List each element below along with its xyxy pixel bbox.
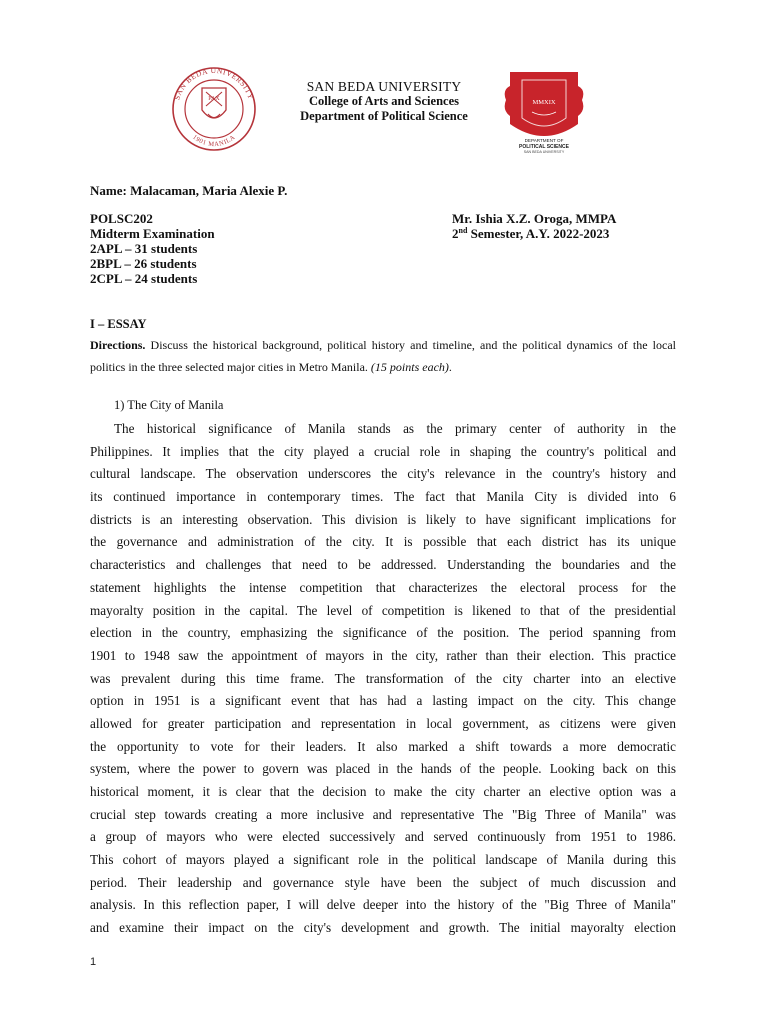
essay-line: election in the country, emphasizing the significance of the position. The period spanning from bbox=[90, 625, 676, 641]
svg-text:SAN BEDA UNIVERSITY: SAN BEDA UNIVERSITY bbox=[523, 150, 565, 154]
directions-points: (15 points each) bbox=[367, 360, 449, 374]
directions-text: Discuss the historical background, political history and timeline, and the political dynamics of the local politics in the three selected major cities in Metro Manila bbox=[90, 338, 676, 374]
essay-line: mayoralty position in the capital. The level of competition is likened to that of the presidential bbox=[90, 602, 676, 618]
course-info bbox=[90, 211, 215, 286]
svg-text:MMXIX: MMXIX bbox=[532, 99, 556, 106]
essay-line: period. Their leadership and governance style have been the subject of much discussion and bbox=[90, 874, 676, 890]
directions-label: Directions. bbox=[90, 338, 146, 352]
essay-item-title: 1) The City of Manila bbox=[114, 398, 224, 412]
political-science-shield-icon bbox=[486, 66, 604, 164]
essay-line: statement highlights the intense competition that characterizes the electoral process for the bbox=[90, 579, 676, 595]
essay-line: crucial step towards creating a more inclusive and representative The "Big Three of Manila" was bbox=[90, 806, 676, 822]
san-beda-seal-logo bbox=[156, 66, 272, 152]
college-name: College of Arts and Sciences bbox=[309, 94, 459, 108]
university-name: SAN BEDA UNIVERSITY bbox=[306, 79, 462, 94]
directions-end: . bbox=[448, 360, 452, 374]
department-name: Department of Political Science bbox=[300, 109, 468, 123]
essay-line: the opportunity to vote for their leaders. It also marked a shift towards a more democratic bbox=[90, 738, 676, 754]
essay-line: cultural landscape. The observation underscores the city's relevance in the country's history and bbox=[90, 466, 676, 482]
svg-text:PAX: PAX bbox=[208, 96, 220, 102]
essay-line: the governance and administration of the city. It is possible that each district has its unique bbox=[90, 534, 676, 550]
essay-line: historical moment, it is clear that the decision to make the city charter an elective option was a bbox=[90, 784, 676, 799]
essay-line: The historical significance of Manila stands as the primary center of authority in the bbox=[114, 421, 676, 436]
essay-line: option in 1951 is a significant event that has had a lasting impact on the city. This change bbox=[90, 693, 676, 709]
university-header bbox=[270, 79, 498, 124]
section-count: 2BPL – 26 students bbox=[90, 256, 197, 271]
svg-text:DEPARTMENT OF: DEPARTMENT OF bbox=[524, 138, 564, 143]
svg-text:SAN BEDA UNIVERSITY: SAN BEDA UNIVERSITY bbox=[172, 66, 256, 101]
section-title: I – ESSAY bbox=[90, 317, 147, 331]
student-name: Name: Malacaman, Maria Alexie P. bbox=[90, 183, 288, 198]
essay-line: 1901 to 1948 saw the appointment of mayors in the city, rather than their election. This practice bbox=[90, 647, 676, 663]
exam-type: Midterm Examination bbox=[90, 226, 215, 241]
essay-line: and examine their impact on the city's development and growth. The initial mayoralty election bbox=[90, 920, 676, 936]
directions-period: . bbox=[364, 360, 368, 374]
svg-text:1901 MANILA: 1901 MANILA bbox=[191, 133, 237, 149]
essay-line: districts is an interesting observation. This division is likely to have significant implications for bbox=[90, 511, 676, 527]
essay-body bbox=[90, 418, 676, 940]
essay-line: allowed for greater participation and representation in local government, as citizens were given bbox=[90, 715, 676, 731]
page-number: 1 bbox=[90, 956, 97, 968]
essay-line: system, where the power to govern was placed in the hands of the people. Looking back on this bbox=[90, 761, 676, 777]
essay-line: analysis. In this reflection paper, I will delve deeper into the history of the "Big Three of Manila" bbox=[90, 897, 676, 913]
semester-ordinal: nd bbox=[458, 226, 468, 235]
section-count: 2CPL – 24 students bbox=[90, 271, 198, 286]
semester-text: Semester, A.Y. 2022-2023 bbox=[467, 226, 610, 241]
essay-line: Philippines. It implies that the city played a crucial role in shaping the country's political and bbox=[90, 443, 676, 459]
svg-text:POLITICAL SCIENCE: POLITICAL SCIENCE bbox=[519, 144, 569, 150]
department-shield-logo bbox=[486, 66, 604, 164]
essay-line: its continued importance in contemporary times. The fact that Manila City is divided into 6 bbox=[90, 489, 676, 505]
instructor-name: Mr. Ishia X.Z. Oroga, MMPA bbox=[452, 211, 617, 226]
semester-number: 2 bbox=[452, 226, 459, 241]
essay-line: a group of mayors who were elected successively and served continuously from 1951 to 1986. bbox=[90, 829, 676, 845]
san-beda-seal-icon bbox=[156, 66, 272, 152]
essay-line: This cohort of mayors played a significant role in the political landscape of Manila during this bbox=[90, 852, 676, 868]
course-code: POLSC202 bbox=[90, 211, 153, 226]
instructor-info bbox=[452, 211, 616, 241]
section-count: 2APL – 31 students bbox=[90, 241, 198, 256]
essay-line: characteristics and challenges that need to be addressed. Understanding the boundaries and the bbox=[90, 557, 676, 573]
semester bbox=[452, 226, 616, 241]
essay-line: was prevalent during this time frame. The transformation of the city charter into an elective bbox=[90, 670, 676, 686]
directions-paragraph bbox=[90, 334, 676, 378]
